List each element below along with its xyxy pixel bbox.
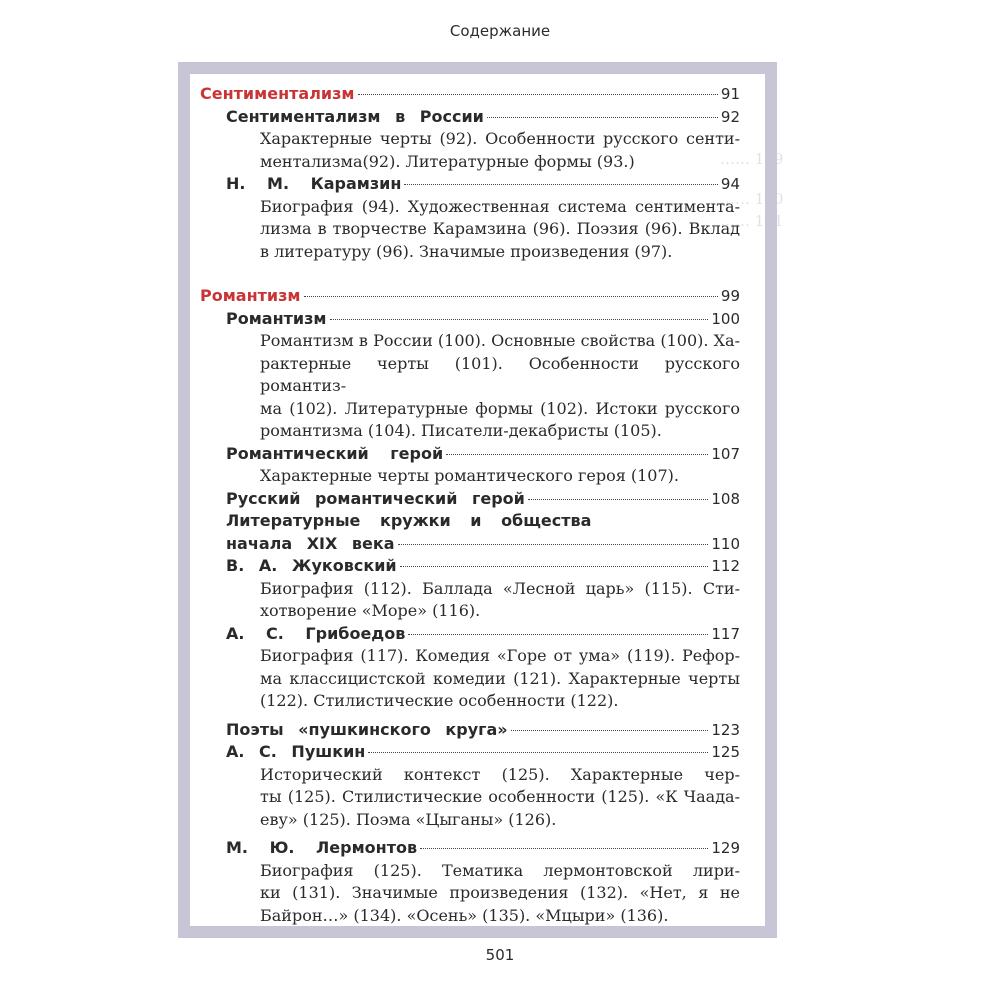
toc-section-romanticism[interactable]: Романтизм 99 xyxy=(200,286,740,305)
dot-leader xyxy=(511,730,709,731)
bleed-through-marks: …… 140 xyxy=(720,190,784,208)
dot-leader xyxy=(400,566,709,567)
page-number: 501 xyxy=(485,946,515,964)
dot-leader xyxy=(487,117,718,118)
running-head-title: Содержание xyxy=(449,22,551,40)
dot-leader xyxy=(420,848,708,849)
toc-entry-romantic-hero[interactable]: Романтический герой 107 xyxy=(226,443,740,463)
toc-section-sentimentalism[interactable]: Сентиментализм 91 xyxy=(200,84,740,103)
toc-entry-pushkin-circle[interactable]: Поэты «пушкинского круга» 123 xyxy=(226,719,740,739)
toc-entry-description: Характерные черты (92). Особенности русского сенти- ментализма(92). Литературные формы (93.) xyxy=(260,129,740,171)
dot-leader xyxy=(408,634,708,635)
dot-leader xyxy=(304,296,718,297)
dot-leader xyxy=(404,184,718,185)
dot-leader xyxy=(446,454,708,455)
bleed-through-marks: …… 139 xyxy=(720,150,784,168)
dot-leader xyxy=(368,752,708,753)
toc-entry-description: Биография (112). Баллада «Лесной царь» (115). Сти- хотворение «Море» (116). xyxy=(260,578,740,620)
toc-entry-griboedov[interactable]: А. С. Грибоедов 117 xyxy=(226,623,740,643)
dot-leader xyxy=(398,544,709,545)
toc-entry-pushkin[interactable]: А. С. Пушкин 125 xyxy=(226,742,740,761)
toc-entry-description: Характерные черты романтического героя (107). xyxy=(260,466,679,485)
toc-entry-lermontov[interactable]: М. Ю. Лермонтов 129 xyxy=(226,838,740,857)
table-of-contents xyxy=(200,83,740,927)
toc-entry-karamzin[interactable]: Н. М. Карамзин 94 xyxy=(226,174,740,193)
toc-entry-romanticism[interactable]: Романтизм 100 xyxy=(226,308,740,328)
toc-entry-sentimentalism-russia[interactable]: Сентиментализм в России 92 xyxy=(226,106,740,126)
toc-entry-description: Исторический контекст (125). Характерные чер- ты (125). Стилистические особенности (125). «К Чаада- еву» (125). Поэма «Цыганы» (126). xyxy=(260,764,740,829)
toc-entry-description: Биография (117). Комедия «Горе от ума» (119). Рефор- ма классицистской комедии (121). Характерные черты (122). Стилистические особенности (122). xyxy=(260,646,740,710)
toc-entry-literary-circles[interactable]: Литературные кружки и общества xyxy=(226,511,592,530)
dot-leader xyxy=(528,499,708,500)
dot-leader xyxy=(358,94,718,95)
toc-entry-literary-circles-cont[interactable]: начала XIX века 110 xyxy=(226,533,740,553)
toc-entry-description: Романтизм в России (100). Основные свойства (100). Ха- рактерные черты (101). Особенности русского романтиз- ма (102). Литературные формы (102). Истоки русского романтизма (104). Писатели-декабристы (105). xyxy=(260,331,740,440)
toc-entry-description: Биография (125). Тематика лермонтовской лири- ки (131). Значимые произведения (132). «Нет, я не Байрон…» (134). «Осень» (135). «Мцыри» (136). xyxy=(260,860,740,925)
toc-entry-description: Биография (94). Художественная система сентимента- лизма в творчестве Карамзина (96). Поэзия (96). Вклад в литературу (96). Значимые произведения (97). xyxy=(260,196,740,261)
bleed-through-marks: …… 141 xyxy=(720,212,784,230)
toc-entry-russian-romantic-hero[interactable]: Русский романтический герой 108 xyxy=(226,488,740,508)
dot-leader xyxy=(330,319,709,320)
toc-entry-zhukovsky[interactable]: В. А. Жуковский 112 xyxy=(226,556,740,575)
